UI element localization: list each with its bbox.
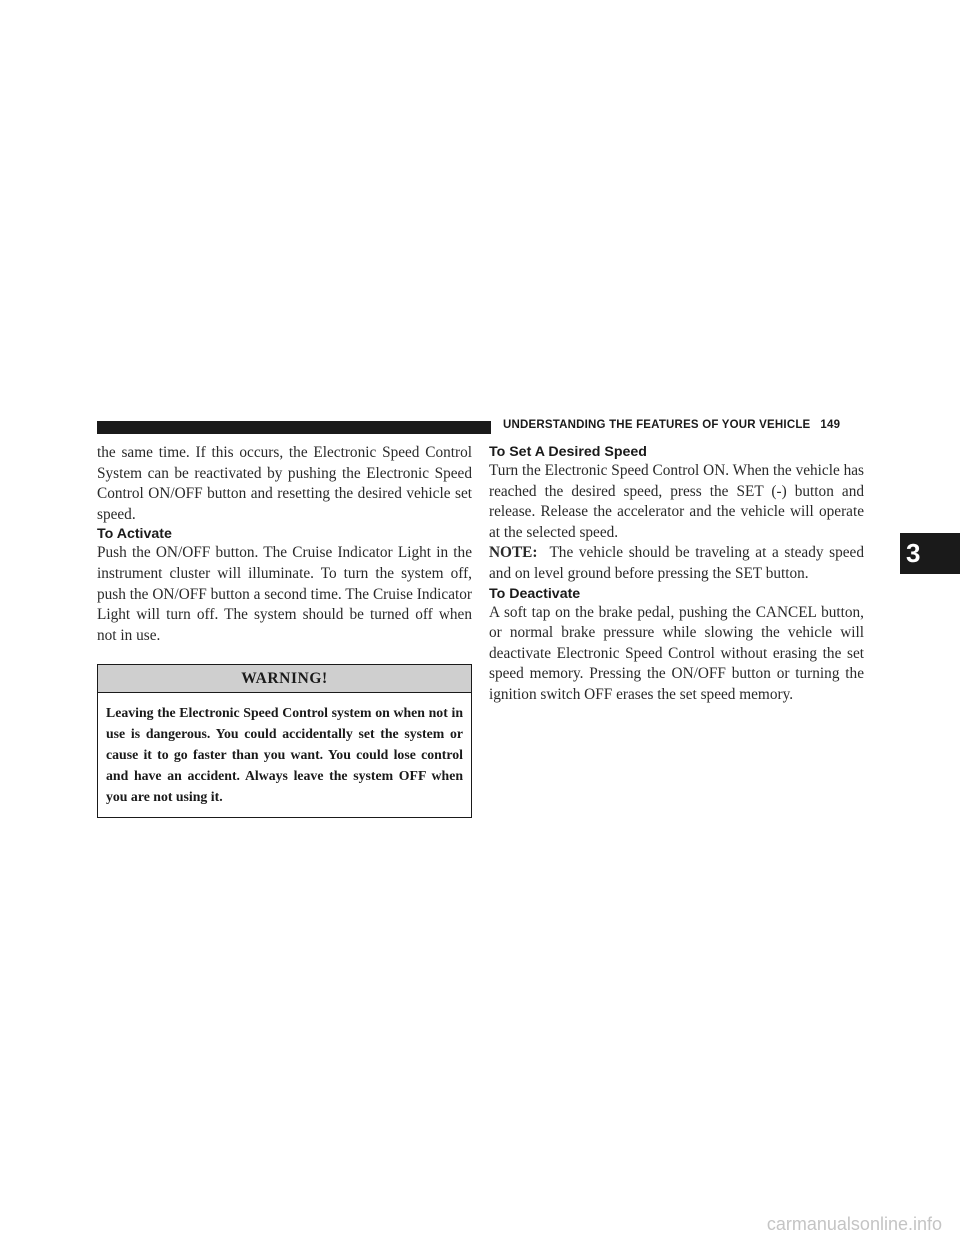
chapter-tab: 3 [900,533,960,574]
note-label: NOTE: [489,544,538,562]
page-number: 149 [820,419,841,431]
header-title: UNDERSTANDING THE FEATURES OF YOUR VEHICLE [503,419,811,431]
intro-paragraph: the same time. If this occurs, the Electronic Speed Control System can be reactivated by pushing the Electronic Speed Control ON/OFF button and resetting the desired vehicle set speed. [97,444,472,523]
deactivate-paragraph: A soft tap on the brake pedal, pushing the CANCEL button, or normal brake pressure while slowing the vehicle will deactivate Electronic Speed Control without erasing the set speed memory. Pressing the ON/OFF button or turning the ignition switch OFF erases the set speed memory. [489,603,864,703]
note-paragraph [489,543,864,584]
activate-heading: To Activate [97,526,172,543]
warning-box [97,664,472,818]
watermark: carmanualsonline.info [766,1214,942,1234]
header-rule [97,421,491,434]
activate-paragraph: Push the ON/OFF button. The Cruise Indicator Light in the instrument cluster will illuminate. To turn the system off, push the ON/OFF button a second time. The Cruise Indicator Light will turn off. The system should be turned off when not in use. [97,544,472,644]
warning-body: Leaving the Electronic Speed Control system on when not in use is dangerous. You could accidentally set the system or cause it to go faster than you want. You could lose control and have an accident. Always leave the system OFF when you are not using it. [106,705,463,804]
note-text: The vehicle should be traveling at a steady speed and on level ground before pressing the SET button. [489,544,864,582]
warning-title: WARNING! [98,665,471,693]
set-speed-heading: To Set A Desired Speed [489,444,647,460]
right-column [489,443,864,706]
left-column [97,443,472,818]
deactivate-heading: To Deactivate [489,585,581,602]
set-speed-paragraph: Turn the Electronic Speed Control ON. When the vehicle has reached the desired speed, press the SET (-) button and release. Release the accelerator and the vehicle will operate at the selected speed. [489,462,864,541]
running-header [503,419,840,431]
